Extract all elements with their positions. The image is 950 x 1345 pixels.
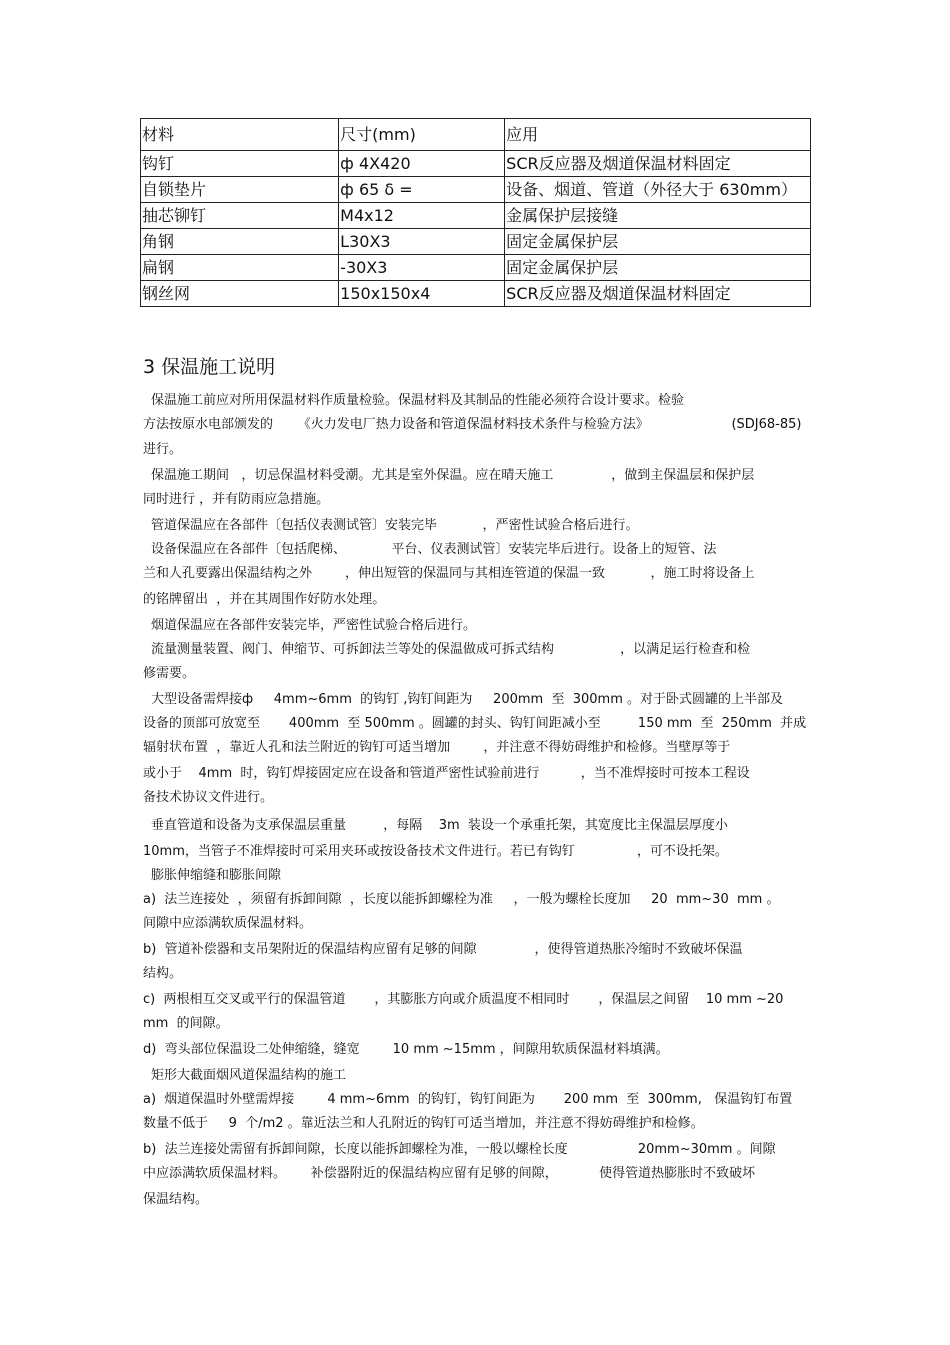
text-line: 修需要。 <box>143 666 196 681</box>
table-row <box>141 203 811 229</box>
table-cell: 150x150x4 <box>339 281 505 307</box>
table-cell: 钩钉 <box>141 151 339 177</box>
text-line: 10mm，当管子不准焊接时可采用夹环或按设备技术文件进行。若已有钩钉 ，可不设托架。 <box>143 844 728 859</box>
table-cell: 角钢 <box>141 229 339 255</box>
text-line: 的铭牌留出 ，并在其周围作好防水处理。 <box>143 592 386 607</box>
table-cell: 金属保护层接缝 <box>505 203 811 229</box>
table-header-row <box>141 119 811 151</box>
table-row <box>141 151 811 177</box>
table-row <box>141 255 811 281</box>
text-line: 流量测量装置、阀门、伸缩节、可拆卸法兰等处的保温做成可拆式结构 ，以满足运行检查和检 <box>151 642 751 657</box>
section-title: 3 保温施工说明 <box>143 356 276 378</box>
text-line: 保温施工前应对所用保温材料作质量检验。保温材料及其制品的性能必须符合设计要求。检验 <box>151 393 685 408</box>
text-line: 保温施工期间 ，切忌保温材料受潮。尤其是室外保温。应在晴天施工 ，做到主保温层和保护层 <box>151 468 755 483</box>
text-line: b) 法兰连接处需留有拆卸间隙，长度以能拆卸螺栓为准，一般以螺栓长度 20mm~30mm 。间隙 <box>143 1142 776 1157</box>
text-line: 或小于 4mm 时，钩钉焊接固定应在设备和管道严密性试验前进行 ，当不准焊接时可按本工程设 <box>143 766 750 781</box>
text-line: a) 烟道保温时外壁需焊接 4 mm~6mm 的钩钉，钩钉间距为 200 mm 至 300mm, 保温钩钉布置 <box>143 1092 793 1107</box>
text-line: 结构。 <box>143 966 183 981</box>
text-line: c) 两根相互交叉或平行的保温管道 ，其膨胀方向或介质温度不相同时 ，保温层之间留 10 mm ~20 <box>143 992 784 1007</box>
table-row <box>141 177 811 203</box>
text-line: a) 法兰连接处 ，须留有拆卸间隙 ，长度以能拆卸螺栓为准 ，一般为螺栓长度加 20 mm~30 mm 。 <box>143 892 780 907</box>
text-line: b) 管道补偿器和支吊架附近的保温结构应留有足够的间隙 ，使得管道热胀冷缩时不致破坏保温 <box>143 942 743 957</box>
table-cell: -30X3 <box>339 255 505 281</box>
text-line: 同时进行 ，并有防雨应急措施。 <box>143 492 330 507</box>
table-cell: 钢丝网 <box>141 281 339 307</box>
table-cell: 扁钢 <box>141 255 339 281</box>
table-cell: L30X3 <box>339 229 505 255</box>
text-line: 垂直管道和设备为支承保温层重量 ，每隔 3m 装设一个承重托架，其宽度比主保温层厚度小 <box>151 818 728 833</box>
table-header-cell: 应用 <box>505 119 811 151</box>
table-row <box>141 281 811 307</box>
table-cell: 自锁垫片 <box>141 177 339 203</box>
table-cell: 抽芯铆钉 <box>141 203 339 229</box>
text-line: 间隙中应添满软质保温材料。 <box>143 916 313 931</box>
table-cell: ф 65 δ = <box>339 177 505 203</box>
text-line: 设备保温应在各部件〔包括爬梯、 平台、仪表测试管〕安装完毕后进行。设备上的短管、法 <box>151 542 717 557</box>
text-line: 设备的顶部可放宽至 400mm 至 500mm 。圆罐的封头、钩钉间距减小至 150 mm 至 250mm 并成 <box>143 716 807 731</box>
text-line: 大型设备需焊接ф 4mm~6mm 的钩钉 ,钩钉间距为 200mm 至 300mm 。对于卧式圆罐的上半部及 <box>151 692 783 707</box>
text-line: 兰和人孔要露出保温结构之外 ，伸出短管的保温同与其相连管道的保温一致 ，施工时将设备上 <box>143 566 755 581</box>
text-line: d) 弯头部位保温设二处伸缩缝，缝宽 10 mm ~15mm ，间隙用软质保温材料填满。 <box>143 1042 669 1057</box>
text-line: 中应添满软质保温材料。 补偿器附近的保温结构应留有足够的间隙， 使得管道热膨胀时不致破坏 <box>143 1166 756 1181</box>
text-line: 数量不低于 9 个/m2 。靠近法兰和人孔附近的钩钉可适当增加，并注意不得妨碍维护和检修。 <box>143 1116 704 1131</box>
table-header-cell: 尺寸(mm) <box>339 119 505 151</box>
table-cell: SCR反应器及烟道保温材料固定 <box>505 151 811 177</box>
text-line: 烟道保温应在各部件安装完毕，严密性试验合格后进行。 <box>151 618 477 633</box>
text-line: 管道保温应在各部件〔包括仪表测试管〕安装完毕 ，严密性试验合格后进行。 <box>151 518 639 533</box>
table-cell: 固定金属保护层 <box>505 229 811 255</box>
text-line: mm 的间隙。 <box>143 1016 229 1031</box>
table-header-cell: 材料 <box>141 119 339 151</box>
text-line: 进行。 <box>143 442 183 457</box>
text-line: 膨胀伸缩缝和膨胀间隙 <box>151 868 282 883</box>
text-line: 方法按原水电部颁发的 《火力发电厂热力设备和管道保温材料技术条件与检验方法》 (SDJ68-85) <box>143 417 802 432</box>
table-cell: M4x12 <box>339 203 505 229</box>
text-line: 矩形大截面烟风道保温结构的施工 <box>151 1068 347 1083</box>
materials-table <box>140 118 811 307</box>
table-cell: ф 4X420 <box>339 151 505 177</box>
text-line: 辐射状布置 ，靠近人孔和法兰附近的钩钉可适当增加 ，并注意不得妨碍维护和检修。当壁厚等于 <box>143 740 731 755</box>
text-line: 保温结构。 <box>143 1192 209 1207</box>
table-cell: 固定金属保护层 <box>505 255 811 281</box>
text-line: 备技术协议文件进行。 <box>143 790 274 805</box>
table-row <box>141 229 811 255</box>
table-cell: 设备、烟道、管道（外径大于 630mm） <box>505 177 811 203</box>
table-cell: SCR反应器及烟道保温材料固定 <box>505 281 811 307</box>
